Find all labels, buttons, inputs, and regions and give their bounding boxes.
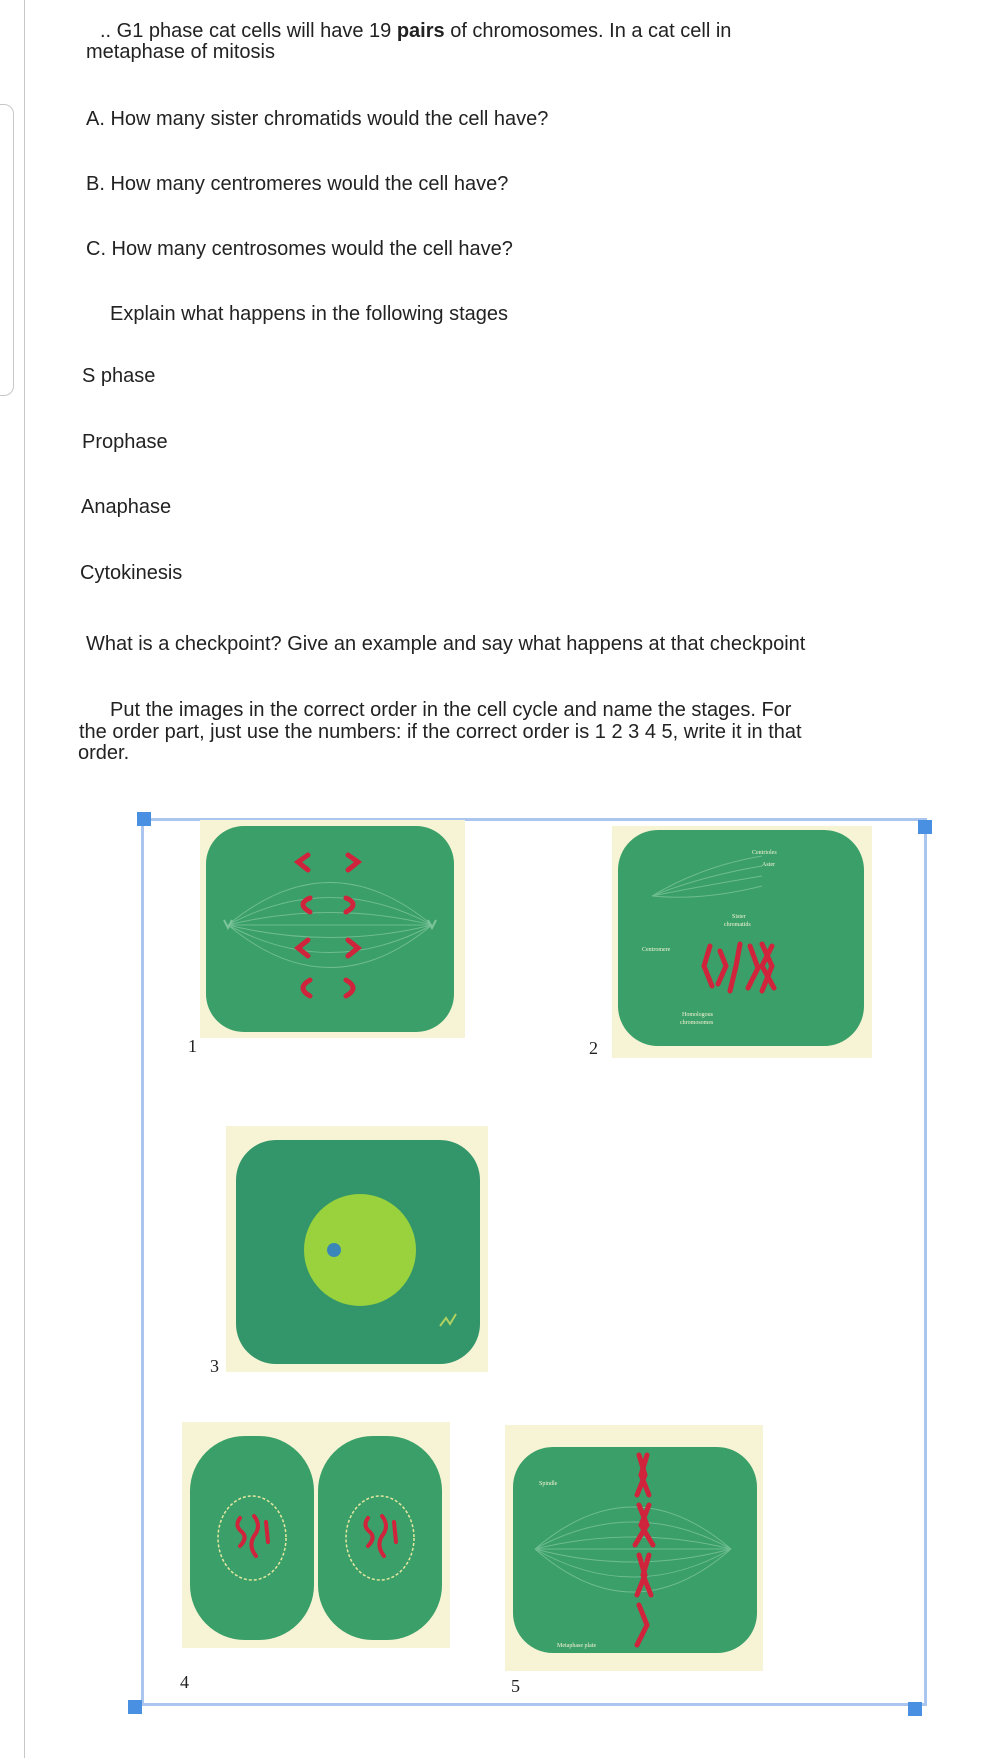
prophase-cell-diagram-icon: [612, 826, 872, 1058]
stage-prophase: Prophase: [82, 431, 168, 453]
svg-text:Aster: Aster: [762, 862, 775, 868]
order-instructions-line2: the order part, just use the numbers: if the correct order is 1 2 3 4 5, write it in that: [79, 721, 802, 743]
order-instructions-line3: order.: [78, 742, 130, 764]
question-c: C. How many centrosomes would the cell have?: [86, 238, 513, 260]
svg-text:Centrioles: Centrioles: [752, 850, 777, 856]
svg-text:Homologous: Homologous: [682, 1012, 714, 1018]
metaphase-cell-diagram-icon: [505, 1425, 763, 1671]
svg-text:Spindle: Spindle: [539, 1481, 558, 1487]
interphase-cell-diagram-icon: [226, 1126, 488, 1372]
svg-text:Sister: Sister: [732, 914, 746, 920]
anaphase-cell-diagram-icon: [200, 820, 465, 1038]
question-a: A. How many sister chromatids would the cell have?: [86, 108, 549, 130]
image-number-5: 5: [511, 1676, 520, 1696]
image-number-2: 2: [589, 1038, 598, 1058]
resize-handle-top-right[interactable]: [918, 820, 932, 834]
resize-handle-top-left[interactable]: [137, 812, 151, 826]
side-panel-edge: [0, 104, 14, 396]
image-number-1: 1: [188, 1036, 197, 1056]
order-instructions-line1: Put the images in the correct order in the cell cycle and name the stages. For: [110, 699, 792, 721]
svg-text:chromosomes: chromosomes: [680, 1020, 714, 1026]
image-number-4: 4: [180, 1672, 189, 1692]
stage-s-phase: S phase: [82, 365, 156, 387]
stage-cytokinesis: Cytokinesis: [80, 562, 183, 584]
svg-text:Metaphase plate: Metaphase plate: [557, 1643, 597, 1649]
resize-handle-bottom-right[interactable]: [908, 1702, 922, 1716]
resize-handle-bottom-left[interactable]: [128, 1700, 142, 1714]
explain-heading: Explain what happens in the following stages: [110, 303, 509, 325]
question-b: B. How many centromeres would the cell have?: [86, 173, 509, 195]
question-intro: .. G1 phase cat cells will have 19 pairs of chromosomes. In a cat cell in: [100, 20, 732, 42]
svg-text:chromatids: chromatids: [724, 922, 751, 928]
left-margin-rule: [24, 0, 25, 1758]
question-intro-line2: metaphase of mitosis: [86, 41, 275, 63]
telophase-cytokinesis-cell-diagram-icon: [182, 1422, 450, 1648]
image-number-3: 3: [210, 1356, 219, 1376]
svg-text:Centromere: Centromere: [642, 947, 671, 953]
stage-anaphase: Anaphase: [81, 496, 172, 518]
checkpoint-question: What is a checkpoint? Give an example and say what happens at that checkpoint: [86, 633, 806, 655]
